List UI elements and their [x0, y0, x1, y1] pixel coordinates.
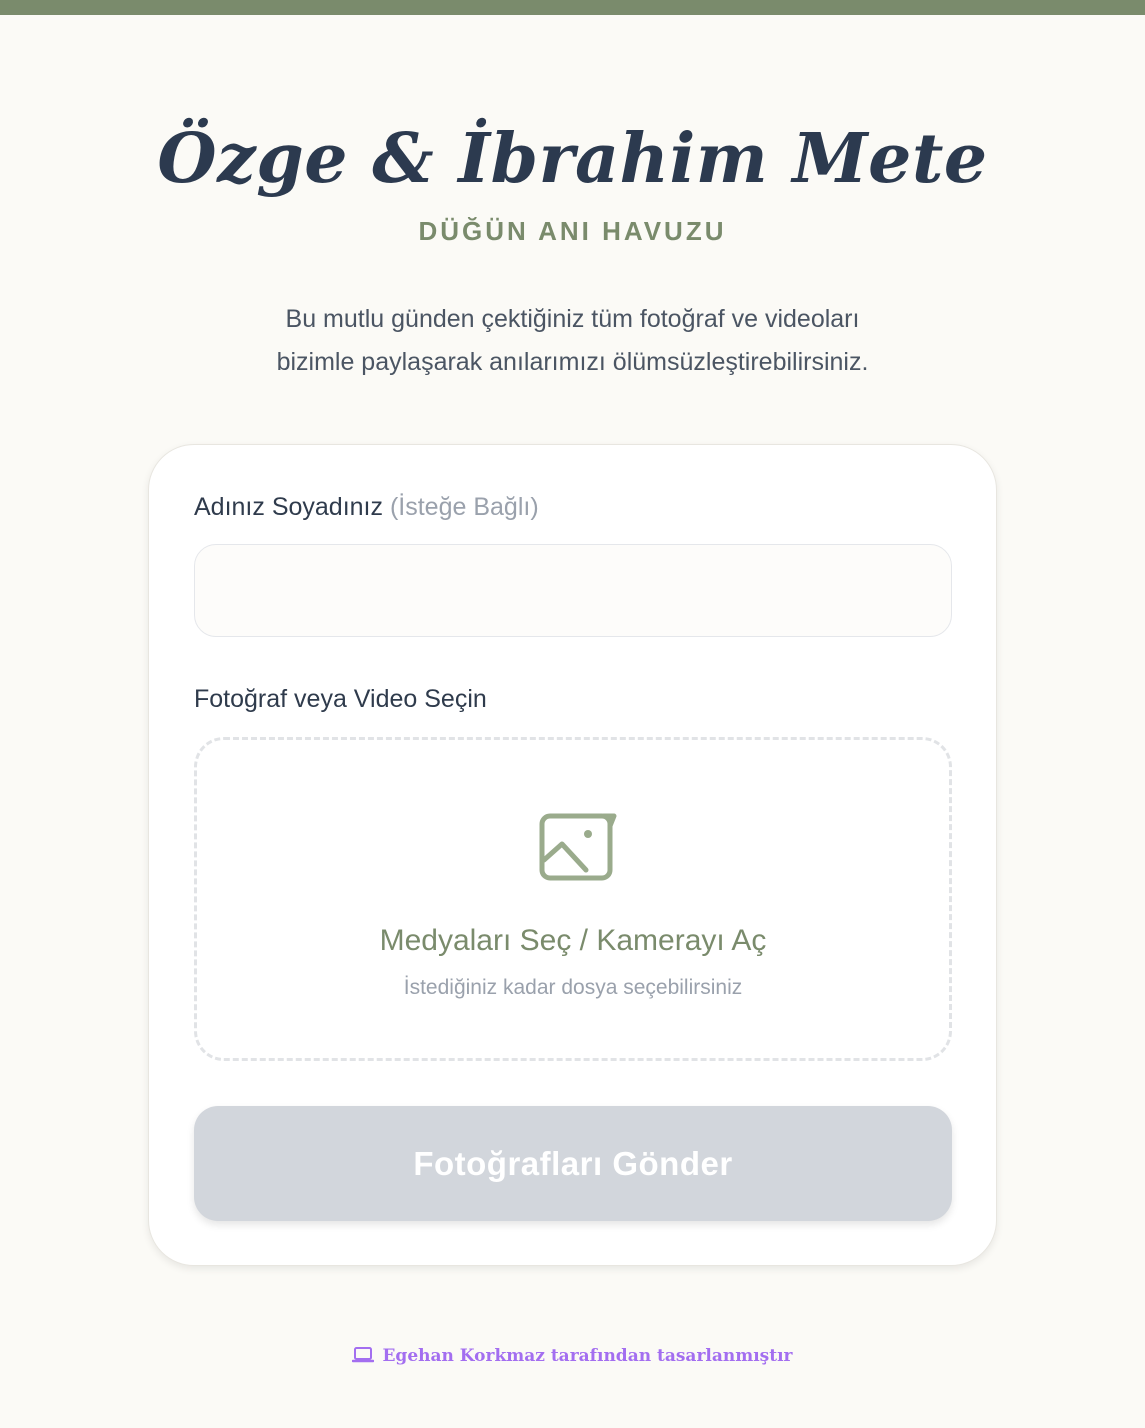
intro-text: [0, 298, 1145, 384]
laptop-icon: [352, 1346, 374, 1364]
image-icon: [538, 812, 618, 884]
intro-line-1: Bu mutlu günden çektiğiniz tüm fotoğraf ve videoları: [285, 305, 860, 333]
top-accent-bar: [0, 0, 1145, 15]
footer-credit-link[interactable]: [352, 1346, 792, 1366]
name-input[interactable]: [194, 544, 952, 637]
media-field-label: Fotoğraf veya Video Seçin: [194, 685, 487, 713]
media-dropzone[interactable]: [194, 737, 952, 1061]
name-optional-hint: (İsteğe Bağlı): [389, 493, 539, 521]
footer-credit-text: Egehan Korkmaz tarafından tasarlanmıştır: [382, 1346, 793, 1366]
name-field-label: [194, 493, 539, 522]
upload-form-card: [148, 444, 997, 1266]
page-title: Özge & İbrahim Mete: [157, 119, 988, 199]
submit-button[interactable]: Fotoğrafları Gönder: [194, 1106, 952, 1221]
page-subtitle: DÜĞÜN ANI HAVUZU: [418, 216, 727, 246]
name-label-text: Adınız Soyadınız: [194, 493, 384, 521]
dropzone-hint: İstediğiniz kadar dosya seçebilirsiniz: [403, 976, 743, 999]
page-header: [0, 118, 1145, 247]
dropzone-title: Medyaları Seç / Kamerayı Aç: [379, 924, 767, 957]
intro-line-2: bizimle paylaşarak anılarımızı ölümsüzleştirebilirsiniz.: [276, 348, 869, 376]
footer: [0, 1346, 1145, 1366]
